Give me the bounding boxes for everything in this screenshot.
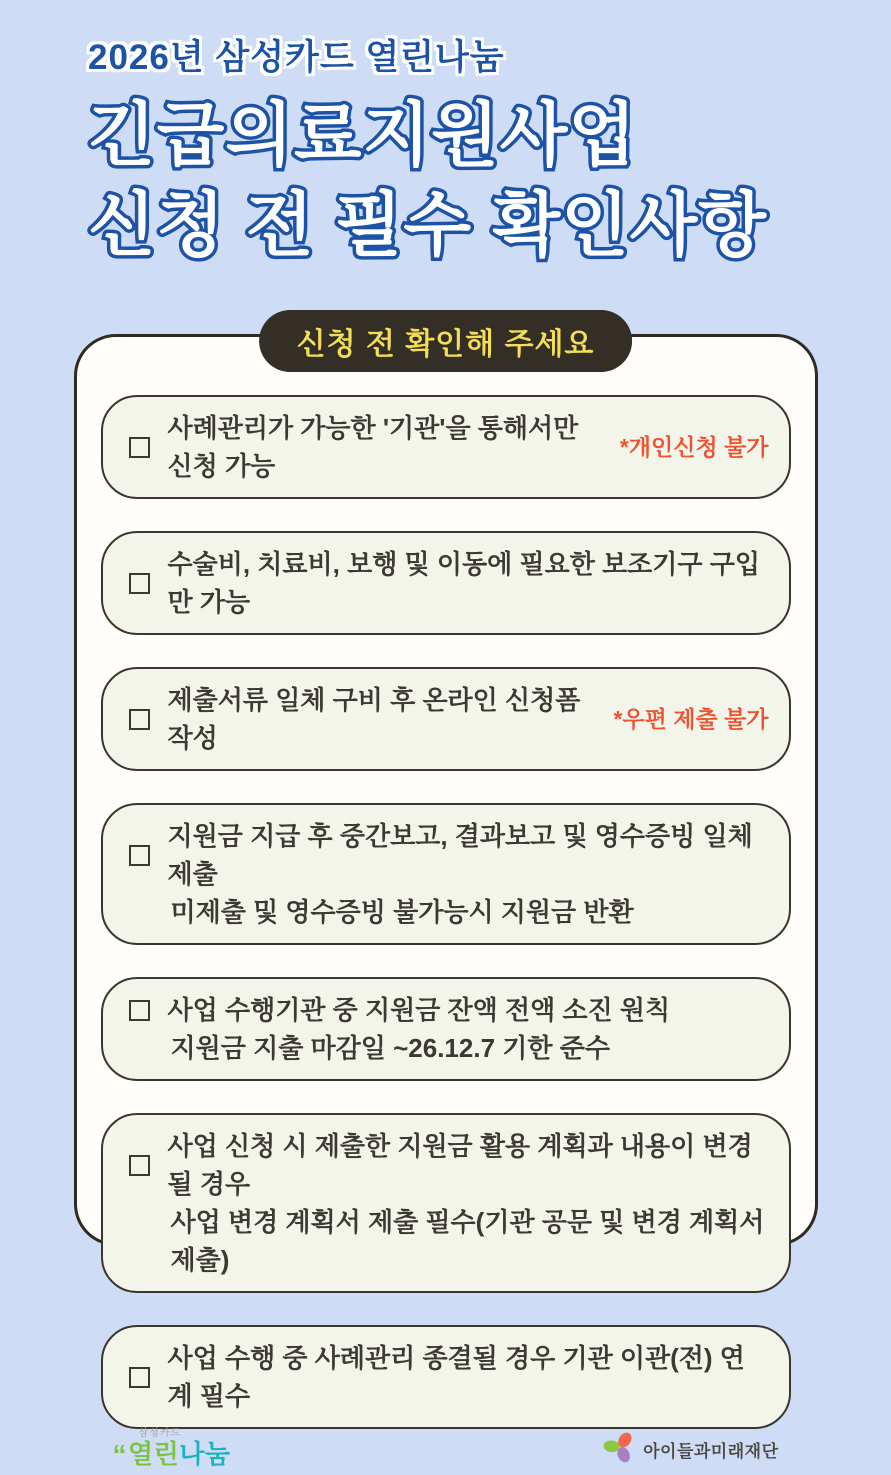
checklist-item-text: 지원금 지급 후 중간보고, 결과보고 및 영수증빙 일체 제출 [167,821,753,889]
checklist [101,395,791,1429]
checkbox-icon [129,437,150,458]
flower-icon [603,1430,637,1469]
samsungcard-label: 삼성카드 [138,1428,182,1439]
checkbox-icon [129,1000,150,1021]
checklist-item-text: 사례관리가 가능한 '기관'을 통해서만 신청 가능 [167,413,579,481]
program-subtitle: 2026년 삼성카드 열린나눔 [88,38,505,77]
checklist-item-3 [101,667,791,771]
checkbox-icon [129,573,150,594]
checkbox-icon [129,1155,150,1176]
checklist-item-5 [101,977,791,1081]
checkbox-icon [129,709,150,730]
poster-card [74,328,818,1470]
checklist-item-text: 제출서류 일체 구비 후 온라인 신청폼 작성 [167,685,581,753]
poster-header [0,0,891,270]
checklist-item-2 [101,531,791,635]
title-line-1: 긴급의료지원사업 [88,96,637,174]
title-line-2: 신청 전 필수 확인사항 [88,186,767,264]
checklist-item-text: 수술비, 치료비, 보행 및 이동에 필요한 보조기구 구입만 가능 [167,549,760,617]
checklist-item-6 [101,1113,791,1293]
checklist-item-text: 사업 신청 시 제출한 지원금 활용 계획과 내용이 변경될 경우 [167,1131,753,1199]
openhanum-label-teal: 나눔 [179,1439,231,1469]
checkbox-icon [129,1367,150,1388]
checklist-item-text: 사업 수행기관 중 지원금 잔액 전액 소진 원칙 [167,995,671,1025]
page-title [88,90,891,270]
children-future-foundation-logo [603,1430,778,1469]
checklist-item-7 [101,1325,791,1429]
checklist-item-text-line2: 미제출 및 영수증빙 불가능시 지원금 반환 [170,897,634,927]
quote-icon: “ [112,1439,127,1470]
samsungcard-openhanum-logo [113,1429,231,1469]
checklist-item-text: 사업 수행 중 사례관리 종결될 경우 기관 이관(전) 연계 필수 [167,1343,745,1411]
poster-footer [101,1429,791,1475]
checklist-item-text-line2: 지원금 지출 마감일 ~26.12.7 기한 준수 [170,1033,610,1063]
checklist-item-1 [101,395,791,499]
checklist-item-text-line2: 사업 변경 계획서 제출 필수(기관 공문 및 변경 계획서 제출) [170,1207,765,1275]
foundation-label: 아이들과미래재단 [643,1442,779,1461]
openhanum-label-green: 열린 [128,1439,180,1469]
check-before-apply-badge: 신청 전 확인해 주세요 [259,310,633,372]
checkbox-icon [129,845,150,866]
checklist-item-4 [101,803,791,945]
checklist-item-note: *개인신청 불가 [619,434,769,460]
checklist-item-note: *우편 제출 불가 [613,706,769,732]
